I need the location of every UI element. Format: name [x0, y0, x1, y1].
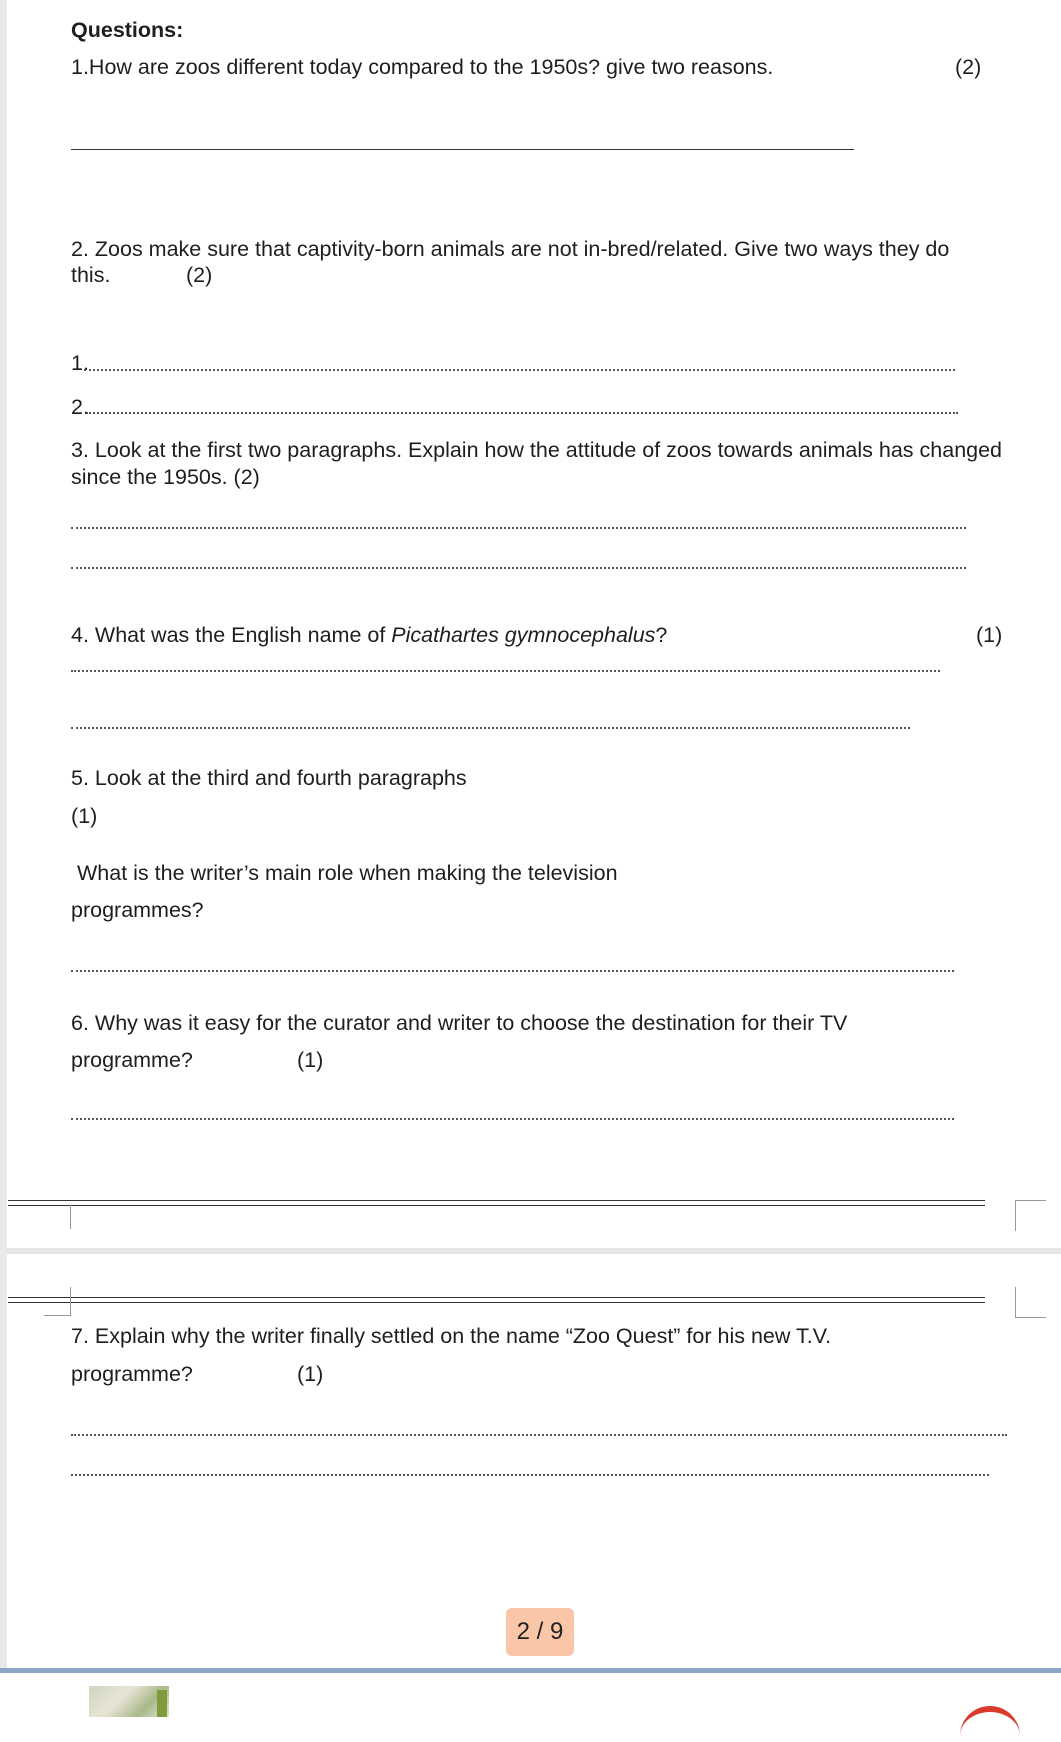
question-2-answer-2-label: 2.	[71, 395, 89, 419]
question-4-text	[71, 622, 667, 648]
question-6-text-line1: 6. Why was it easy for the curator and writer to choose the destination for their TV	[71, 1011, 848, 1035]
question-4-answer-line-2[interactable]	[71, 727, 910, 729]
question-2-marks: (2)	[186, 263, 213, 287]
question-4-marks: (1)	[976, 623, 1003, 647]
header-margin-mark	[44, 1287, 71, 1316]
questions-heading: Questions:	[71, 18, 184, 42]
question-3-answer-line-1[interactable]	[71, 527, 966, 529]
question-7-answer-line-1[interactable]	[71, 1434, 1007, 1436]
question-2-answer-1-line[interactable]	[84, 369, 955, 371]
crop-mark-bottom	[1015, 1287, 1046, 1318]
question-4-suffix: ?	[655, 623, 668, 647]
question-3-text-line2: since the 1950s. (2)	[71, 465, 260, 489]
question-2-answer-1-label: 1.	[71, 351, 89, 375]
page-footer-rule	[8, 1200, 985, 1206]
question-7-marks: (1)	[297, 1362, 324, 1386]
question-1-text: 1.How are zoos different today compared to the 1950s? give two reasons.	[71, 55, 774, 79]
question-5-text: 5. Look at the third and fourth paragraphs	[71, 766, 467, 790]
question-5-subquestion-line1: What is the writer’s main role when making the television	[77, 861, 618, 885]
crop-mark-top	[1015, 1200, 1046, 1231]
question-1-marks: (2)	[955, 55, 982, 79]
question-2-text-line2: this.	[71, 263, 111, 287]
page-separator	[7, 1248, 1061, 1254]
page-indicator[interactable]: 2 / 9	[506, 1608, 574, 1656]
question-2-text-line1: 2. Zoos make sure that captivity-born animals are not in-bred/related. Give two ways they do	[71, 237, 950, 261]
question-2-answer-2-line[interactable]	[86, 412, 958, 414]
question-5-answer-line[interactable]	[71, 970, 954, 972]
question-3-text-line1: 3. Look at the first two paragraphs. Explain how the attitude of zoos towards animals has changed	[71, 438, 1003, 462]
question-6-answer-line[interactable]	[71, 1118, 954, 1120]
question-5-subquestion-line2: programmes?	[71, 898, 204, 922]
question-3-answer-line-2[interactable]	[71, 567, 966, 569]
question-4-prefix: 4. What was the English name of	[71, 623, 392, 647]
question-5-marks: (1)	[71, 804, 98, 828]
question-6-marks: (1)	[297, 1048, 324, 1072]
question-7-answer-line-2[interactable]	[71, 1474, 989, 1476]
question-1-answer-line[interactable]	[71, 149, 854, 150]
question-7-text-line1: 7. Explain why the writer finally settled on the name “Zoo Quest” for his new T.V.	[71, 1324, 832, 1348]
page-thumbnail-accent	[157, 1690, 167, 1717]
page-header-rule	[8, 1297, 985, 1303]
page-left-edge	[0, 0, 7, 1670]
question-4-species-name: Picathartes gymnocephalus	[391, 623, 656, 647]
question-4-answer-line-1[interactable]	[71, 670, 940, 672]
question-6-text-line2: programme?	[71, 1048, 193, 1072]
footer-margin-mark	[70, 1205, 71, 1229]
question-7-text-line2: programme?	[71, 1362, 193, 1386]
